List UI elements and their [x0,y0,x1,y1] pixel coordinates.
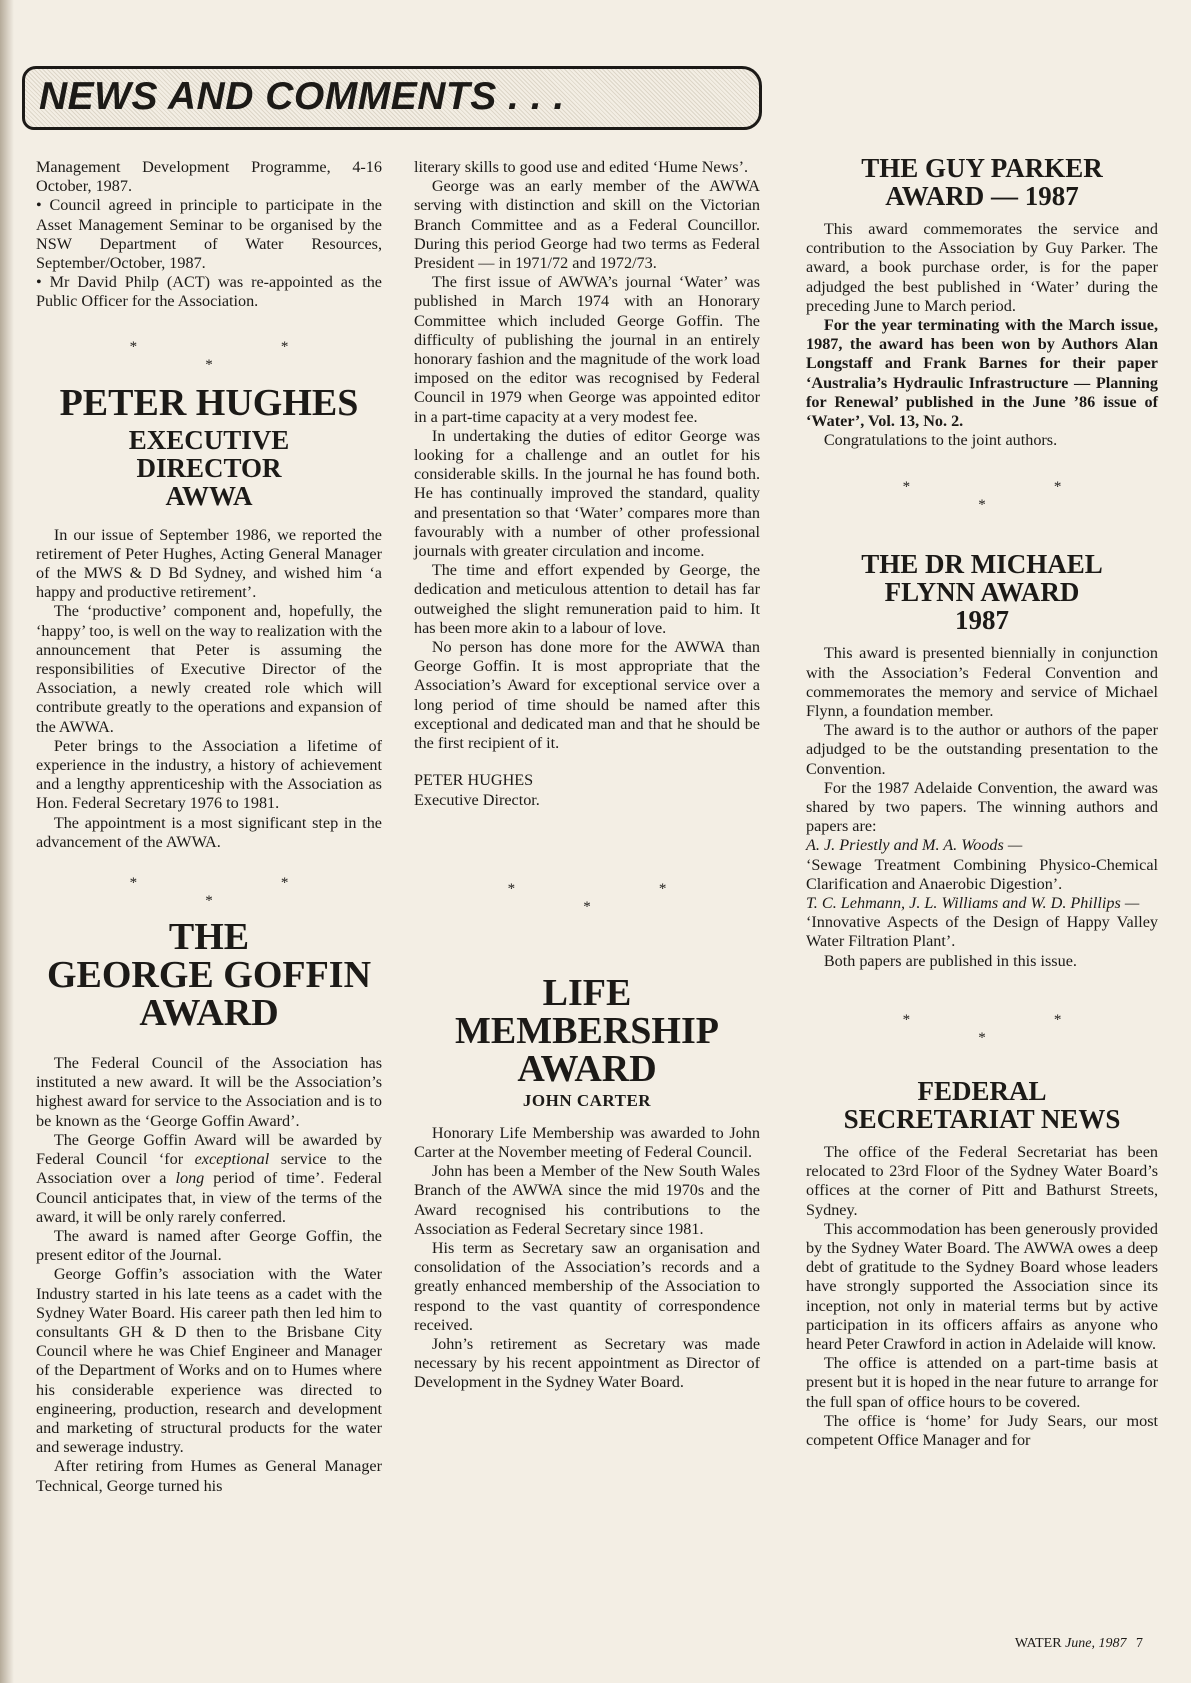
paper-title: ‘Innovative Aspects of the Design of Happy Valley Water Filtration Plant’. [806,913,1158,951]
paragraph: George Goffin’s association with the Water Industry started in his late teens as a cadet with the Sydney Water Board. His career path then led him to consultants GH & D then to the Brisbane City Council where he was Chief Engineer and Manager of the Department of Works and on to Humes where his considerable experience was directed to engineering, production, research and development and marketing of structural products for the water and sewerage industry. [36,1265,382,1457]
paper-authors: T. C. Lehmann, J. L. Williams and W. D. Phillips — [806,894,1140,913]
magazine-name: WATER [1014,1636,1062,1651]
paragraph: The office of the Federal Secretariat has been relocated to 23rd Floor of the Sydney Water Board’s offices at the corner of Pitt and Bathurst Streets, Sydney. [806,1142,1158,1219]
paragraph: • Council agreed in principle to participate in the Asset Management Seminar to be organised by the NSW Department of Water Resources, September/October, 1987. [36,196,382,273]
peter-hughes-article [36,381,382,852]
paragraph: The first issue of AWWA’s journal ‘Water’ was published in March 1974 with an Honorary Committee which included George Goffin. The difficulty of publishing the journal in an entirely honorary fashion and the magnitude of the work load imposed on the editor was recognised by Federal Council in 1979 when George was appointed editor in a part-time capacity at a very modest fee. [414,273,760,426]
section-divider: * * * [507,880,737,915]
paragraph: This award is presented biennially in conjunction with the Association’s Federal Convention and commemorates the memory and service of Michael Flynn, a foundation member. [806,644,1158,721]
paragraph: For the year terminating with the March issue, 1987, the award has been won by Authors Alan Longstaff and Frank Barnes for their paper ‘Australia’s Hydraulic Infrastructure — Planning for Renewal’ published in the June ’86 issue of ‘Water’, Vol. 13, No. 2. [806,316,1158,431]
page-number: 7 [1136,1636,1143,1651]
section-divider: * * * [902,479,1132,514]
paragraph: His term as Secretary saw an organisation and consolidation of the Association’s records and a greatly enhanced membership of the Association to respond to the vast quantity of correspondence received. [414,1238,760,1334]
paragraph: After retiring from Humes as General Manager Technical, George turned his [36,1457,382,1495]
paragraph: The ‘productive’ component and, hopefully, the ‘happy’ too, is well on the way to realization with the announcement that Peter is assuming the responsibilities of Executive Director of the Association, a newly created role which will contribute greatly to the operations and expansion of the AWWA. [36,602,382,736]
paragraph: The Federal Council of the Association has instituted a new award. It will be the Association’s highest award for service to the Association and is to be known as the ‘George Goffin Award’. [36,1054,382,1130]
column-2 [414,158,760,1393]
section-divider: * * * [129,338,359,373]
banner-title: NEWS AND COMMENTS . . . [39,75,565,118]
article-title: FLYNN AWARD [884,577,1080,608]
article-title: THE [168,916,250,959]
paragraph: This award commemorates the service and contribution to the Association by Guy Parker. The award, a book purchase order, is for the paper adjudged the best published in ‘Water’ during the preceding June to March period. [806,220,1158,315]
article-title: FEDERAL [917,1075,1047,1106]
article-subtitle: DIRECTOR [136,452,282,483]
paragraph: Peter brings to the Association a lifetime of experience in the industry, a history of achievement and a lengthy apprenticeship with the Association as Hon. Federal Secretary 1976 to 1981. [36,736,382,813]
page-gutter-shadow [0,0,14,1683]
signature-title: Executive Director. [414,790,540,809]
federal-secretariat-article [806,1077,1158,1450]
issue-date: June, 1987 [1065,1636,1127,1651]
paragraph: George was an early member of the AWWA serving with distinction and skill on the Victorian Branch Committee and as a Federal Councillor. During this period George had two terms as Federal President — in 1971/72 and 1972/73. [414,177,760,273]
paragraph: The George Goffin Award will be awarded by Federal Council ‘for exceptional service to the Association over a long period of time’. Federal Council anticipates that, in view of the terms of the award, it will be only rarely conferred. [36,1130,382,1226]
paper-title: ‘Sewage Treatment Combining Physico-Chemical Clarification and Anaerobic Digestion’. [806,855,1158,893]
paragraph: literary skills to good use and edited ‘Hume News’. [414,158,749,176]
paragraph: • Mr David Philp (ACT) was re-appointed as the Public Officer for the Association. [36,273,382,311]
paragraph: The appointment is a most significant step in the advancement of the AWWA. [36,813,382,851]
paragraph: Honorary Life Membership was awarded to John Carter at the November meeting of Federal Council. [414,1123,760,1161]
signature-name: PETER HUGHES [414,771,534,790]
michael-flynn-article [806,550,1158,970]
section-divider: * * * [902,1011,1132,1046]
paragraph: The time and effort expended by George, the dedication and meticulous attention to detail has far outweighed the slight remuneration paid to him. It has been more akin to a labour of love. [414,561,760,637]
article-title: AWARD [517,1047,657,1090]
paragraph: John’s retirement as Secretary was made necessary by his recent appointment as Director of Development in the Sydney Water Board. [414,1334,760,1392]
guy-parker-article [806,154,1158,450]
paragraph: The award is to the author or authors of the paper adjudged to be the outstanding presentation to the Convention. [806,721,1158,778]
paragraph: Management Development Programme, 4-16 October, 1987. [36,158,382,196]
article-title: GEORGE GOFFIN [46,954,372,997]
article-title: THE DR MICHAEL [861,549,1103,580]
article-title: LIFE [542,971,632,1014]
paragraph: For the 1987 Adelaide Convention, the award was shared by two papers. The winning authors and papers are: [806,778,1158,836]
paragraph: In our issue of September 1986, we reported the retirement of Peter Hughes, Acting General Manager of the MWS & D Bd Sydney, and wished him ‘a happy and productive retirement’. [36,525,382,602]
paragraph: Congratulations to the joint authors. [823,431,1058,450]
article-title: PETER HUGHES [59,381,359,424]
paragraph: In undertaking the duties of editor George was looking for a challenge and an outlet for his considerable skills. In the journal he has found both. He has continually improved the standard, quality and presentation so that ‘Water’ compares more than favourably with a number of other professional journals with greater circulation and income. [414,426,760,561]
life-membership-article [414,971,760,1393]
article-title: THE GUY PARKER [861,153,1103,183]
paragraph: Both papers are published in this issue. [823,951,1077,970]
article-title: AWARD — 1987 [885,181,1079,211]
paper-authors: A. J. Priestly and M. A. Woods — [806,836,1023,855]
paragraph: John has been a Member of the New South Wales Branch of the AWWA since the mid 1970s and the Award recognised his contributions to the Association as Federal Secretary since 1981. [414,1162,760,1238]
column-1 [36,158,382,1496]
paragraph: This accommodation has been generously provided by the Sydney Water Board. The AWWA owes a deep debt of gratitude to the Sydney Board whose leaders have strongly supported the Association since its inception, not only in material terms but by active participation in its officers affairs as anyone who heard Peter Crawford in action in Adelaide will know. [806,1219,1158,1353]
article-subtitle: JOHN CARTER [522,1090,652,1110]
article-title: AWARD [139,992,279,1035]
paragraph: The award is named after George Goffin, the present editor of the Journal. [36,1226,382,1265]
paragraph: The office is attended on a part-time basis at present but it is hoped in the near future to arrange for the full span of office hours to be covered. [806,1354,1158,1411]
page-footer [1015,1636,1143,1652]
column-3 [806,154,1158,1450]
section-banner [22,66,762,130]
section-divider: * * * [129,875,359,910]
george-goffin-article [36,918,382,1496]
article-subtitle: AWWA [165,480,253,511]
paragraph: The office is ‘home’ for Judy Sears, our most competent Office Manager and for [806,1411,1158,1449]
article-subtitle: EXECUTIVE [128,424,290,455]
article-title: MEMBERSHIP [455,1009,719,1052]
paragraph: No person has done more for the AWWA than George Goffin. It is most appropriate that the Association’s Award for exceptional service over a long period of time should be named after this exceptional and dedicated man and that he should be the first recipient of it. [414,638,760,753]
article-title: SECRETARIAT NEWS [843,1103,1121,1134]
article-title: 1987 [955,605,1009,636]
